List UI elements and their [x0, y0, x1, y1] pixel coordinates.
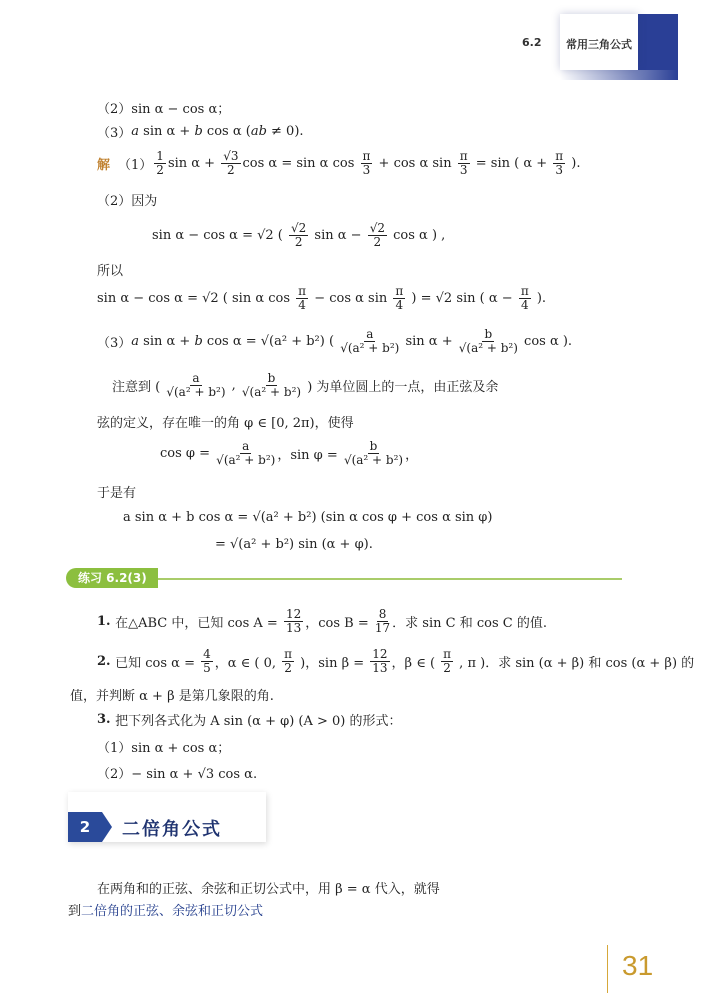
fraction [216, 440, 275, 467]
page-number: 31 [622, 950, 654, 981]
fraction [282, 648, 294, 675]
text-line [97, 482, 136, 501]
denominator: 13 [285, 621, 302, 635]
fraction [242, 372, 301, 399]
text-segment: ) = √2 sin ( α − [407, 291, 517, 306]
text-line [97, 190, 157, 209]
numerator: b [484, 327, 493, 341]
denominator: √(a² + b²) [241, 385, 302, 399]
numerator: a [366, 327, 374, 341]
numerator: 8 [378, 607, 387, 621]
text-segment: 把下列各式化为 A sin (α + φ) (A > 0) 的形式： [115, 714, 402, 729]
text-segment: ．求 sin C 和 cos C 的值. [392, 616, 547, 631]
text-segment: ，α ∈ ( 0, [214, 656, 281, 671]
numerator: 12 [372, 647, 388, 661]
text-segment: ). [532, 291, 547, 306]
text-segment: （1） [118, 158, 153, 173]
numerator: π [362, 149, 371, 163]
text-line [97, 98, 230, 117]
fraction [344, 440, 403, 467]
fraction [201, 648, 213, 675]
text-segment: cos α = sin α cos [242, 156, 359, 171]
numerator: π [298, 284, 307, 298]
text-line [97, 648, 694, 675]
fraction [393, 285, 405, 312]
fraction [221, 150, 240, 177]
fraction [459, 328, 518, 355]
fraction [370, 648, 389, 675]
denominator: 2 [373, 235, 382, 249]
text-segment: sin α + [139, 124, 195, 139]
denominator: 2 [294, 235, 303, 249]
numerator: √2 [291, 221, 307, 235]
text-segment: a sin α + b cos α = √(a² + b²) (sin α cos φ + cos α sin φ) [123, 510, 493, 525]
text-line [68, 900, 263, 919]
fraction [553, 150, 565, 177]
text-line [112, 372, 498, 399]
text-line [97, 150, 581, 177]
text-segment: （3） [97, 126, 132, 141]
text-segment: ，sin φ = [277, 448, 342, 463]
text-segment: 1. [97, 614, 116, 629]
text-segment: （2）sin α − cos α； [97, 102, 231, 117]
fraction [375, 608, 390, 635]
denominator: √(a² + b²) [166, 385, 226, 399]
text-line [97, 763, 257, 782]
fraction [340, 328, 399, 355]
numerator: √3 [223, 149, 239, 163]
text-segment: cos α ( [202, 124, 251, 139]
denominator: 4 [395, 298, 404, 312]
section-number: 2 [68, 812, 102, 842]
section-arrow-icon [102, 812, 112, 842]
denominator: 3 [555, 163, 564, 177]
fraction [441, 648, 453, 675]
text-segment: − cos α sin [310, 291, 392, 306]
text-segment: sin α + [167, 156, 220, 171]
fraction [296, 285, 308, 312]
numerator: π [284, 647, 293, 661]
header-gradient [560, 70, 678, 80]
text-segment: ，cos B = [305, 616, 373, 631]
numerator: 12 [285, 607, 302, 621]
numerator: 1 [156, 149, 164, 163]
numerator: √2 [369, 221, 385, 235]
numerator: a [192, 371, 200, 385]
text-line [97, 285, 546, 312]
text-segment: = sin ( α + [471, 156, 552, 171]
text-line [160, 440, 418, 467]
text-segment: sin α + [139, 334, 195, 349]
fraction [154, 150, 166, 177]
denominator: √(a² + b²) [340, 341, 400, 355]
text-segment: 在两角和的正弦、余弦和正切公式中，用 β = α 代入，就得 [97, 882, 440, 897]
text-line [97, 710, 402, 729]
denominator: 13 [372, 661, 388, 675]
numerator: π [395, 284, 404, 298]
text-segment: 值，并判断 α + β 是第几象限的角. [70, 689, 274, 704]
text-segment: ， [405, 448, 419, 463]
text-segment: 所以 [97, 264, 124, 279]
exercise-divider [158, 578, 622, 580]
numerator: b [267, 371, 276, 385]
text-segment: （2）因为 [97, 194, 158, 209]
text-segment: a [131, 334, 140, 349]
text-line [97, 122, 304, 141]
fraction [284, 608, 303, 635]
text-segment: sin α − cos α = √2 ( [152, 228, 288, 243]
text-segment: )，sin β = [296, 656, 369, 671]
denominator: 5 [203, 661, 211, 675]
header-section-number: 6.2 [522, 36, 542, 49]
text-segment: 3. [97, 712, 116, 727]
text-segment: , π )．求 sin (α + β) 和 cos (α + β) 的 [455, 656, 695, 671]
text-segment: sin α − [310, 228, 366, 243]
text-segment: b [194, 334, 203, 349]
denominator: 3 [459, 163, 468, 177]
numerator: π [459, 149, 468, 163]
denominator: 3 [362, 163, 371, 177]
text-segment: （1）sin α + cos α； [97, 741, 231, 756]
denominator: 17 [374, 621, 391, 635]
exercise-label: 练习 6.2(3) [66, 568, 158, 588]
text-segment: （3） [97, 336, 132, 351]
numerator: a [242, 439, 250, 453]
text-segment: 弦的定义，存在唯一的角 φ ∈ [0, 2π)，使得 [97, 416, 354, 431]
text-segment: ，β ∈ ( [391, 656, 440, 671]
text-segment: = √(a² + b²) sin (α + φ). [215, 537, 373, 552]
denominator: 4 [520, 298, 529, 312]
denominator: 2 [156, 163, 164, 177]
text-segment: ≠ 0). [266, 124, 304, 139]
text-segment: b [194, 124, 203, 139]
numerator: b [369, 439, 378, 453]
text-line [97, 737, 230, 756]
section-title: 二倍角公式 [122, 819, 222, 840]
text-line [97, 328, 572, 355]
text-line [215, 537, 373, 552]
numerator: π [520, 284, 529, 298]
denominator: 4 [298, 298, 306, 312]
text-segment: 二倍角的正弦、余弦和正切公式 [81, 904, 264, 919]
text-line [97, 608, 547, 635]
text-segment: 于是有 [97, 486, 137, 501]
text-segment: （2）− sin α + √3 cos α. [97, 767, 258, 782]
numerator: π [555, 149, 564, 163]
text-line [123, 510, 492, 525]
header-section-title: 常用三角公式 [566, 38, 632, 51]
fraction [361, 150, 373, 177]
fraction [519, 285, 531, 312]
fraction [458, 150, 470, 177]
denominator: 2 [227, 163, 235, 177]
text-segment: 2. [97, 654, 116, 669]
numerator: 4 [203, 647, 211, 661]
numerator: π [443, 647, 452, 661]
text-line [70, 685, 274, 704]
denominator: √(a² + b²) [458, 341, 518, 355]
text-line [97, 878, 440, 897]
denominator: √(a² + b²) [216, 453, 276, 467]
text-segment: cos α ) , [388, 228, 446, 243]
text-segment: 到 [68, 904, 82, 919]
text-segment: cos α = √(a² + b²) ( [202, 334, 339, 349]
denominator: 2 [443, 661, 451, 675]
text-segment: 已知 cos α = [115, 656, 200, 671]
denominator: √(a² + b²) [343, 453, 404, 467]
text-segment: ). [567, 156, 581, 171]
text-segment: ) 为单位圆上的一点，由正弦及余 [303, 380, 499, 395]
text-segment: + cos α sin [374, 156, 456, 171]
text-line [97, 260, 123, 279]
fraction [289, 222, 308, 249]
text-segment: sin α + [401, 334, 457, 349]
fraction [166, 372, 225, 399]
text-line [152, 222, 445, 249]
text-line [97, 412, 354, 431]
fraction [368, 222, 387, 249]
text-segment: cos α ). [519, 334, 573, 349]
text-segment: ab [250, 124, 267, 139]
text-segment: , [227, 378, 240, 393]
text-segment: sin α − cos α = √2 ( sin α cos [97, 291, 295, 306]
solution-label: 解 [97, 158, 111, 173]
page-number-divider [607, 945, 608, 993]
denominator: 2 [284, 661, 292, 675]
text-segment: a [131, 124, 140, 139]
text-segment: cos φ = [160, 446, 215, 461]
text-segment: 注意到 ( [112, 380, 165, 395]
text-segment: 在△ABC 中，已知 cos A = [115, 616, 282, 631]
